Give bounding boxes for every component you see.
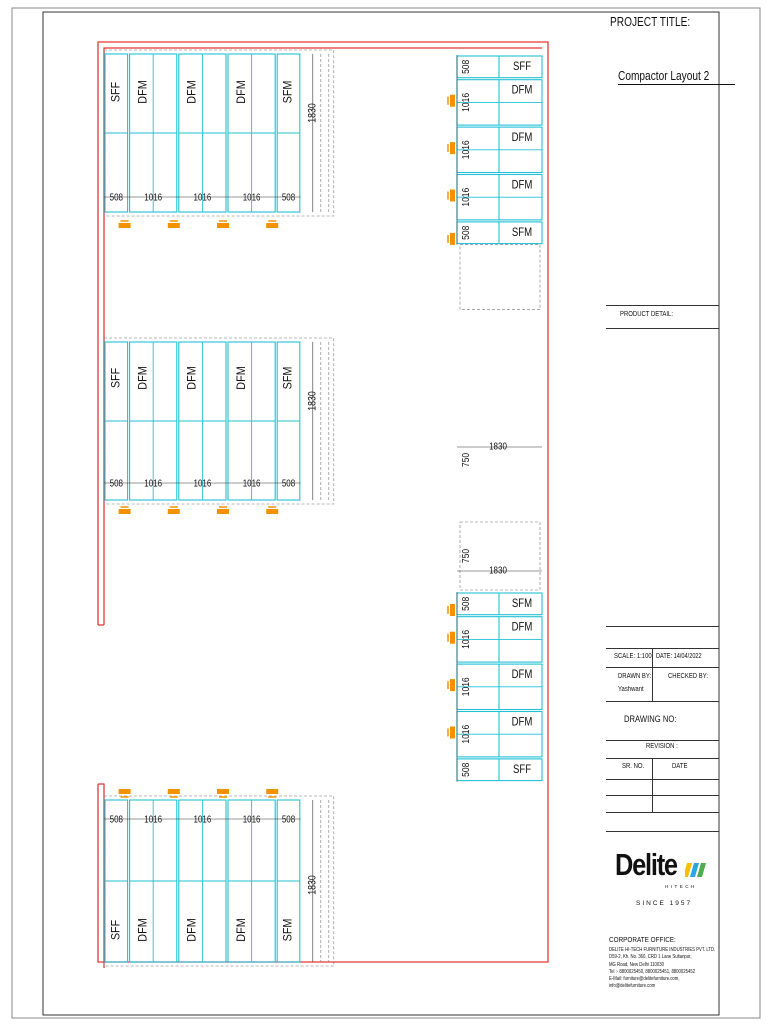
dimension-label: 1016 — [460, 677, 472, 697]
tb-line — [606, 648, 719, 649]
aisle-dimensions — [457, 245, 542, 590]
dimension-label: 1830 — [489, 440, 507, 452]
address-line: info@delitefurniture.com — [609, 983, 656, 990]
handle-icon — [450, 95, 455, 107]
unit-label: SFF — [512, 763, 532, 777]
unit-label: SFF — [109, 81, 123, 103]
unit-label: DFM — [235, 80, 248, 104]
tb-line — [652, 758, 653, 812]
handle-icon — [266, 789, 278, 794]
handle-icon — [450, 190, 455, 202]
dimension-label: 1016 — [460, 724, 472, 744]
tb-line — [606, 626, 719, 627]
unit-label: DFM — [511, 131, 533, 145]
address-line: D59-2, Kh. No. 360, CRD 1 Lane Sultanpur, — [609, 954, 692, 961]
dimension-label: 1016 — [460, 629, 472, 649]
address-block — [609, 947, 739, 991]
dimension-label: 1016 — [193, 477, 212, 489]
tb-line — [606, 779, 719, 780]
dimension-label: 508 — [460, 59, 472, 74]
dashed-extent — [460, 245, 540, 310]
project-title-label: PROJECT TITLE: — [610, 14, 691, 29]
compactor-block-right — [448, 55, 542, 245]
tb-line — [606, 328, 719, 329]
address-line: E-Mail: furniture@delitefurniture.com, — [609, 976, 680, 983]
handle-icon — [217, 789, 229, 794]
dimension-label: 1016 — [144, 191, 163, 203]
handle-icon — [450, 632, 455, 644]
address-line: Tel :- 8800025450, 8800025451, 8800025452 — [609, 968, 696, 975]
dimension-label: 508 — [460, 596, 472, 611]
handle-icon — [168, 509, 180, 514]
dimension-label: 750 — [460, 548, 472, 564]
unit-label: DFM — [511, 620, 533, 635]
handle-icon — [168, 789, 180, 794]
product-detail-label: PRODUCT DETAIL: — [620, 311, 674, 318]
dimension-label: 508 — [281, 813, 296, 825]
address-line: MG Road, New Delhi 110030 — [609, 961, 665, 968]
handle-icon — [266, 509, 278, 514]
date-label: DATE: 14/04/2022 — [656, 653, 702, 660]
unit-label: SFM — [282, 366, 295, 390]
dimension-label: 1016 — [193, 191, 212, 203]
dimension-label: 1830 — [306, 103, 319, 123]
unit-label: SFF — [512, 60, 532, 74]
unit-label: DFM — [511, 715, 533, 729]
dimension-label: 508 — [109, 813, 123, 825]
unit-label: DFM — [136, 80, 150, 104]
unit-label: DFM — [235, 366, 248, 390]
logo-text: Delite — [615, 847, 677, 882]
unit-label: SFF — [109, 367, 123, 389]
dimension-label: 508 — [281, 477, 296, 489]
checked-by-label: CHECKED BY: — [668, 673, 709, 680]
dimension-label: 508 — [460, 762, 472, 777]
dimension-label: 508 — [109, 191, 123, 203]
dimension-label: 1016 — [193, 813, 212, 825]
delite-logo — [615, 847, 715, 892]
dimension-label: 1830 — [306, 875, 319, 895]
handle-icon — [217, 223, 229, 228]
dimension-label: 508 — [281, 191, 296, 203]
compactor-block-left — [104, 50, 334, 228]
handle-icon — [119, 509, 131, 514]
unit-label: DFM — [136, 918, 150, 942]
dimension-label: 1016 — [242, 813, 261, 825]
handle-icon — [450, 727, 455, 739]
dimension-label: 1016 — [242, 191, 261, 203]
logo-sub: HITECH — [665, 884, 697, 889]
dimension-label: 1830 — [306, 391, 319, 411]
unit-label: DFM — [511, 83, 533, 98]
dashed-extent — [460, 522, 540, 590]
dimension-label: 508 — [109, 477, 123, 489]
dimension-label: 1830 — [489, 564, 507, 576]
unit-label: DFM — [136, 366, 150, 390]
unit-label: DFM — [186, 80, 199, 104]
sr-no-label: SR. NO. — [622, 763, 645, 770]
unit-label: SFM — [282, 80, 295, 104]
drawn-by-label: DRAWN BY: — [618, 673, 652, 680]
compactor-block-left — [104, 338, 334, 514]
title-block — [606, 12, 719, 1015]
dimension-label: 1016 — [242, 477, 261, 489]
corporate-office-label: CORPORATE OFFICE: — [609, 935, 676, 944]
tb-line — [606, 758, 719, 759]
unit-label: DFM — [235, 918, 248, 942]
unit-label: DFM — [186, 918, 199, 942]
unit-label: DFM — [186, 366, 199, 390]
compactor-block-left — [104, 789, 334, 966]
handle-icon — [266, 223, 278, 228]
unit-label: SFM — [282, 918, 295, 942]
dimension-label: 1016 — [144, 813, 163, 825]
tb-line — [606, 812, 719, 813]
scale-label: SCALE: 1:100 — [614, 653, 652, 660]
handle-icon — [119, 223, 131, 228]
dimension-label: 750 — [460, 452, 472, 468]
handle-icon — [450, 142, 455, 154]
handle-icon — [119, 789, 131, 794]
dimension-label: 1016 — [460, 92, 472, 112]
unit-label: DFM — [511, 668, 533, 682]
tb-line — [606, 701, 719, 702]
unit-label: DFM — [511, 178, 533, 192]
tb-line — [606, 831, 719, 832]
tb-line — [606, 740, 719, 741]
handle-icon — [450, 604, 455, 616]
dimension-label: 508 — [460, 225, 472, 240]
room-walls — [98, 42, 548, 968]
unit-label: SFM — [511, 226, 533, 240]
dimension-label: 1016 — [460, 187, 472, 207]
tb-line — [606, 305, 719, 306]
tb-line — [606, 795, 719, 796]
unit-label: SFM — [511, 597, 533, 611]
compactor-block-right — [448, 592, 542, 782]
handle-icon — [450, 679, 455, 691]
dimension-label: 1016 — [144, 477, 163, 489]
revision-label: REVISION : — [646, 743, 678, 750]
floor-plan — [104, 50, 542, 966]
dimension-label: 1016 — [460, 140, 472, 160]
rev-date-label: DATE — [672, 763, 688, 770]
logo-mark-icon — [685, 861, 707, 879]
address-line: DELITE HI-TECH FURNITURE INDUSTRIES PVT. LTD. — [609, 947, 716, 953]
since-label: SINCE 1957 — [636, 900, 693, 907]
handle-icon — [168, 223, 180, 228]
handle-icon — [217, 509, 229, 514]
drawing-no-label: DRAWING NO: — [624, 714, 677, 724]
handle-icon — [450, 233, 455, 245]
project-title: Compactor Layout 2 — [618, 68, 735, 85]
drawn-by-value: Yashwant — [618, 686, 644, 693]
tb-line — [606, 667, 719, 668]
unit-label: SFF — [109, 919, 123, 941]
